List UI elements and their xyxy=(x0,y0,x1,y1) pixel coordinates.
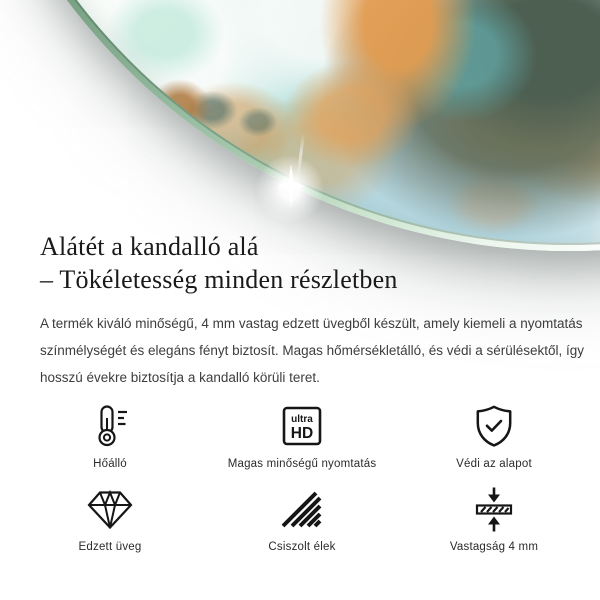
description-line-2: színmélységét és elegáns fényt biztosít. Magas hőmérsékletálló, és védi a sérülésektől, így xyxy=(40,343,585,358)
feature-grid xyxy=(14,403,590,553)
thickness-icon xyxy=(472,486,516,532)
beveled-edge-icon xyxy=(280,486,324,532)
page-title xyxy=(40,230,398,296)
feature-heat-resistant xyxy=(14,403,206,470)
page-title-line-1: Alátét a kandalló alá xyxy=(40,232,259,261)
feature-polished-edges xyxy=(206,486,398,553)
description-line-3: hosszú évekre biztosítja a kandalló körüli teret. xyxy=(40,370,320,385)
ultra-hd-icon-text-bottom: HD xyxy=(290,425,314,442)
feature-tempered-glass xyxy=(14,486,206,553)
page-title-line-2: – Tökéletesség minden részletben xyxy=(40,265,398,294)
description-line-1: A termék kiváló minőségű, 4 mm vastag edzett üvegből készült, amely kiemeli a nyomtatás xyxy=(40,316,583,331)
feature-label: Edzett üveg xyxy=(78,541,142,553)
diamond-icon xyxy=(85,486,135,532)
feature-label: Vastagság 4 mm xyxy=(449,541,539,553)
feature-protects-base xyxy=(398,403,590,470)
feature-label: Magas minőségű nyomtatás xyxy=(227,458,377,470)
feature-label: Hőálló xyxy=(93,458,127,470)
shield-check-icon xyxy=(474,403,514,449)
feature-print-quality xyxy=(206,403,398,470)
feature-thickness xyxy=(398,486,590,553)
feature-label: Csiszolt élek xyxy=(268,541,336,553)
product-description xyxy=(40,310,584,391)
sparkle-glint-icon xyxy=(271,164,311,208)
thermometer-icon xyxy=(90,403,130,449)
ultra-hd-icon-text-top: ultra xyxy=(291,414,313,425)
ultra-hd-icon xyxy=(280,403,324,449)
feature-label: Védi az alapot xyxy=(456,458,532,470)
